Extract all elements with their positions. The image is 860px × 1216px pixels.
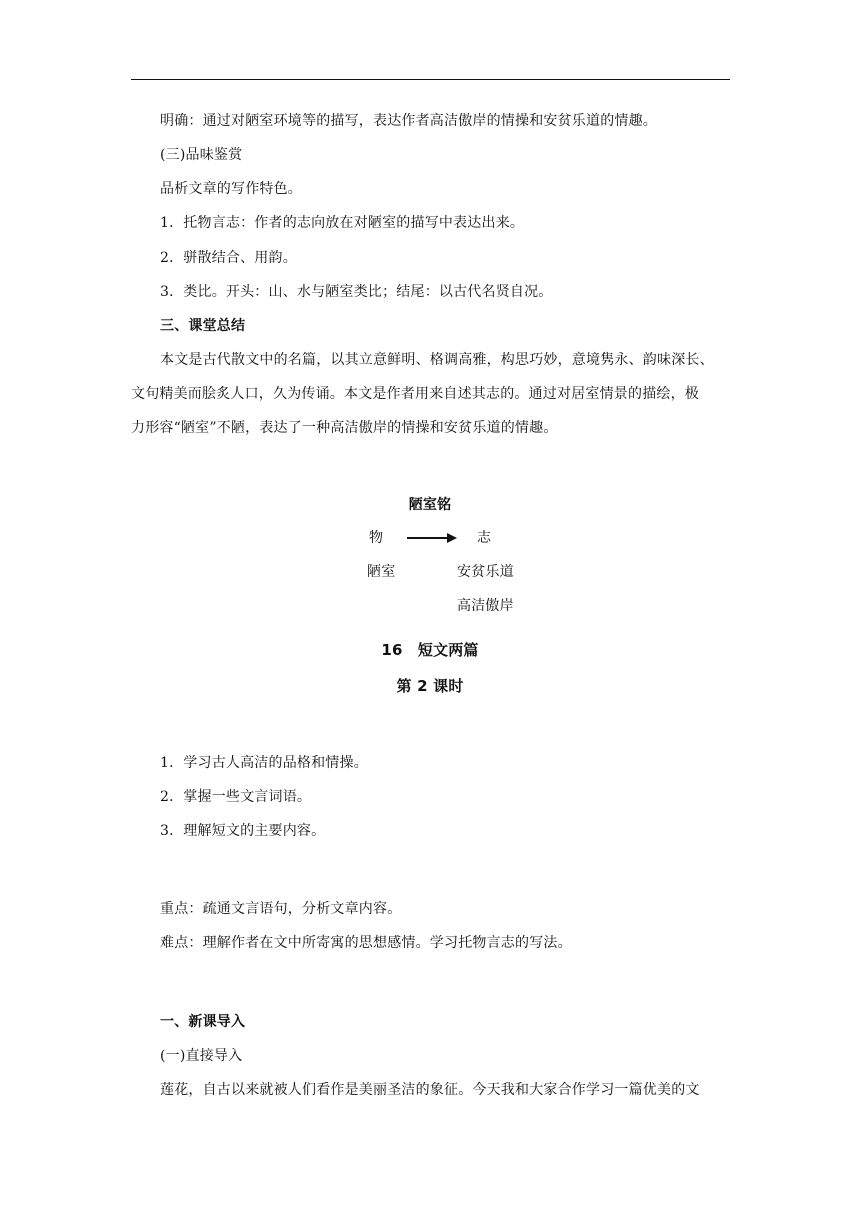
summary-line: 力形容“陋室”不陋，表达了一种高洁傲岸的情操和安贫乐道的情趣。 (131, 420, 558, 436)
lesson-subtitle: 第 2 课时 (396, 677, 464, 695)
lesson-title: 16 短文两篇 (381, 641, 479, 659)
board-item: 高洁傲岸 (457, 598, 514, 614)
key-point: 重点：疏通文言语句，分析文章内容。 (160, 901, 402, 917)
board-item: 安贫乐道 (457, 564, 514, 580)
header-rule (131, 79, 730, 80)
subsection-heading-appreciation: (三)品味鉴赏 (160, 147, 243, 163)
intro-subheading: (一)直接导入 (160, 1048, 243, 1064)
goal-item: 1．学习古人高洁的品格和情操。 (160, 755, 368, 771)
clarify-paragraph: 明确：通过对陋室环境等的描写，表达作者高洁傲岸的情操和安贫乐道的情趣。 (160, 113, 657, 129)
analyze-paragraph: 品析文章的写作特色。 (160, 181, 302, 197)
difficult-point: 难点：理解作者在文中所寄寓的思想感情。学习托物言志的写法。 (160, 935, 572, 951)
section-heading-intro: 一、新课导入 (160, 1014, 246, 1030)
summary-line: 本文是古代散文中的名篇，以其立意鲜明、格调高雅，构思巧妙，意境隽永、韵味深长、 (160, 352, 714, 368)
board-thing: 物 (369, 530, 384, 546)
feature-item: 3．类比。开头：山、水与陋室类比；结尾：以古代名贤自况。 (160, 284, 553, 300)
board-arrow-head (447, 533, 457, 543)
board-humble-room: 陋室 (367, 564, 396, 580)
goal-item: 3．理解短文的主要内容。 (160, 823, 326, 839)
feature-item: 1．托物言志：作者的志向放在对陋室的描写中表达出来。 (160, 215, 525, 231)
board-aspiration: 志 (477, 530, 492, 546)
section-heading-summary: 三、课堂总结 (160, 318, 246, 334)
feature-item: 2．骈散结合、用韵。 (160, 250, 297, 266)
intro-paragraph: 莲花，自古以来就被人们看作是美丽圣洁的象征。今天我和大家合作学习一篇优美的文 (160, 1082, 700, 1098)
summary-line: 文句精美而脍炙人口，久为传诵。本文是作者用来自述其志的。通过对居室情景的描绘，极 (131, 386, 699, 402)
board-title: 陋室铭 (408, 497, 452, 513)
goal-item: 2．掌握一些文言词语。 (160, 789, 312, 805)
